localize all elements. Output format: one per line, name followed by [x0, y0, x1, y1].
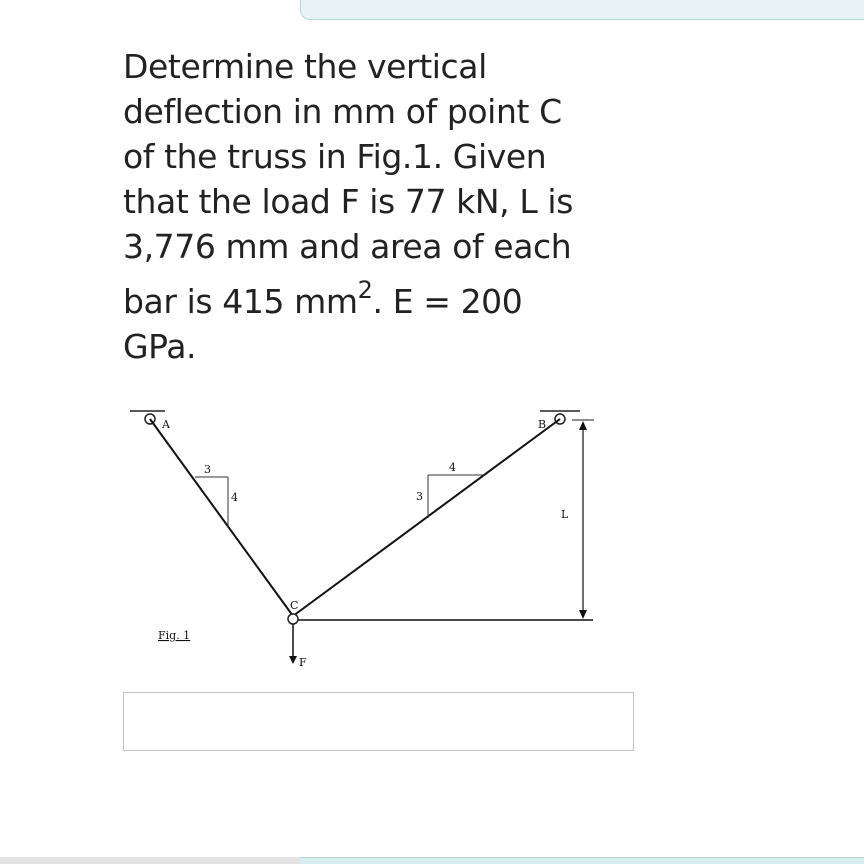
left-slope-rise-label: 4	[231, 491, 238, 504]
question-line	[123, 276, 623, 324]
question-line: Determine the vertical	[123, 47, 487, 86]
left-slope-run-label: 3	[204, 463, 211, 476]
question-line: 3,776 mm and area of each	[123, 227, 572, 266]
label-a: A	[162, 418, 170, 431]
truss-figure	[120, 400, 610, 690]
question-line: GPa.	[123, 327, 197, 366]
question-line-text: bar is 415 mm	[123, 282, 358, 321]
label-l: L	[561, 508, 569, 521]
figure-caption: Fig. 1	[158, 629, 191, 642]
label-c: C	[290, 599, 299, 612]
answer-input[interactable]	[123, 692, 634, 751]
question-text	[123, 44, 623, 369]
area-unit-exponent: 2	[357, 276, 373, 304]
joint-c	[288, 614, 298, 624]
question-line: of the truss in Fig.1. Given	[123, 137, 547, 176]
question-line: that the load F is 77 kN, L is	[123, 182, 573, 221]
question-line: deflection in mm of point C	[123, 92, 562, 131]
label-b: B	[538, 418, 547, 431]
top-panel-tab	[300, 0, 864, 20]
bar-bc	[293, 419, 560, 616]
dimension-l-arrowhead-bottom	[579, 610, 587, 619]
right-slope-rise-label: 3	[416, 490, 423, 503]
right-slope-run-label: 4	[449, 461, 456, 474]
label-f: F	[299, 656, 307, 669]
load-f-arrowhead	[289, 656, 297, 664]
bar-ac	[150, 419, 293, 616]
question-line-text: . E = 200	[372, 282, 523, 321]
dimension-l-arrowhead-top	[579, 421, 587, 430]
bottom-bar-right	[300, 857, 864, 864]
bottom-bar-left	[0, 857, 300, 864]
